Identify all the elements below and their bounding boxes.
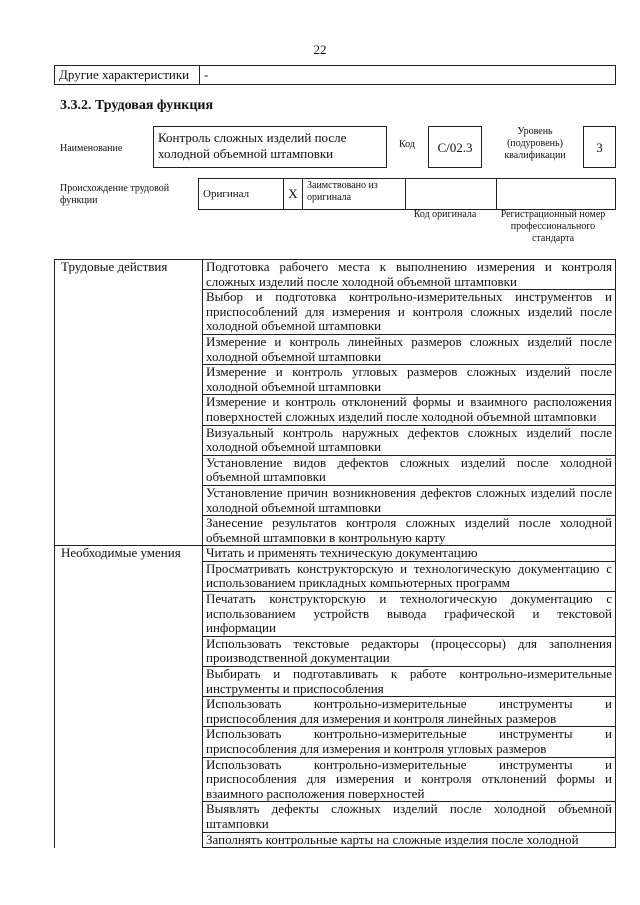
- labor-action-item: Измерение и контроль угловых размеров сложных изделий после холодной объемной штамповки: [203, 365, 616, 395]
- required-skill-label: Необходимые умения: [55, 546, 203, 562]
- required-skill-row: [55, 546, 616, 562]
- borrowed-label: Заимствовано из оригинала: [303, 179, 406, 210]
- function-details-table: [54, 259, 616, 848]
- required-skill-label-cell: [55, 667, 203, 697]
- required-skill-row: [55, 832, 616, 848]
- required-skill-row: [55, 667, 616, 697]
- original-code-cell: [406, 179, 497, 210]
- origin-label: Происхождение трудовой функции: [60, 183, 170, 206]
- required-skill-label-cell: [55, 561, 203, 591]
- labor-action-label-cell: [55, 425, 203, 455]
- labor-action-row: [55, 395, 616, 425]
- required-skill-item: Использовать контрольно-измерительные инструменты и приспособления для измерения и контроля линейных размеров: [203, 697, 616, 727]
- original-mark: X: [284, 179, 303, 210]
- labor-action-label-cell: [55, 365, 203, 395]
- required-skill-row: [55, 636, 616, 666]
- required-skill-label-cell: [55, 592, 203, 637]
- labor-action-row: [55, 334, 616, 364]
- function-name-box: Контроль сложных изделий после холодной объемной штамповки: [153, 126, 387, 168]
- labor-action-item: Визуальный контроль наружных дефектов сложных изделий после холодной объемной штамповки: [203, 425, 616, 455]
- labor-action-row: [55, 485, 616, 515]
- code-original-caption: Код оригинала: [413, 209, 477, 220]
- origin-table: [198, 178, 616, 210]
- required-skill-item: Выбирать и подготавливать к работе контрольно-измерительные инструменты и приспособления: [203, 667, 616, 697]
- required-skill-item: Просматривать конструкторскую и технологическую документацию с использованием прикладных компьютерных программ: [203, 561, 616, 591]
- required-skill-label-cell: [55, 727, 203, 757]
- required-skill-row: [55, 697, 616, 727]
- labor-action-row: [55, 290, 616, 335]
- original-label: Оригинал: [199, 179, 284, 210]
- other-characteristics-label: Другие характеристики: [55, 66, 200, 85]
- required-skill-item: Читать и применять техническую документацию: [203, 546, 616, 562]
- code-box: C/02.3: [428, 126, 482, 168]
- registration-caption: Регистрационный номер профессионального стандарта: [500, 209, 606, 244]
- code-label: Код: [399, 139, 415, 150]
- page-number: 22: [313, 42, 327, 57]
- labor-action-row: [55, 260, 616, 290]
- section-title: 3.3.2. Трудовая функция: [60, 98, 214, 113]
- required-skill-label-cell: [55, 757, 203, 802]
- registration-number-cell: [497, 179, 616, 210]
- required-skill-row: [55, 592, 616, 637]
- labor-action-item: Занесение результатов контроля сложных изделий после холодной объемной штамповки в контрольную карту: [203, 516, 616, 546]
- labor-action-item: Установление видов дефектов сложных изделий после холодной объемной штамповки: [203, 455, 616, 485]
- labor-action-row: [55, 425, 616, 455]
- required-skill-row: [55, 757, 616, 802]
- labor-action-label-cell: [55, 516, 203, 546]
- labor-action-row: [55, 516, 616, 546]
- required-skill-item: Использовать контрольно-измерительные инструменты и приспособления для измерения и контроля угловых размеров: [203, 727, 616, 757]
- required-skill-item: Выявлять дефекты сложных изделий после холодной объемной штамповки: [203, 802, 616, 832]
- required-skill-item: Использовать текстовые редакторы (процессоры) для заполнения производственной документации: [203, 636, 616, 666]
- labor-action-label-cell: [55, 334, 203, 364]
- required-skill-label-cell: [55, 697, 203, 727]
- level-label: Уровень (подуровень) квалификации: [504, 126, 566, 161]
- other-characteristics-table: [54, 65, 616, 85]
- required-skill-row: [55, 802, 616, 832]
- labor-action-label-cell: [55, 485, 203, 515]
- labor-action-row: [55, 455, 616, 485]
- required-skill-item: Заполнять контрольные карты на сложные изделия после холодной: [203, 832, 616, 848]
- level-box: 3: [583, 126, 616, 168]
- labor-action-item: Подготовка рабочего места к выполнению измерения и контроля сложных изделий после холодной объемной штамповки: [203, 260, 616, 290]
- required-skill-row: [55, 561, 616, 591]
- required-skill-item: Печатать конструкторскую и технологическую документацию с использованием устройств вывода графической и текстовой информации: [203, 592, 616, 637]
- labor-action-item: Измерение и контроль отклонений формы и взаимного расположения поверхностей сложных изделий после холодной объемной штамповки: [203, 395, 616, 425]
- other-characteristics-value: -: [200, 66, 616, 85]
- labor-action-row: [55, 365, 616, 395]
- required-skill-label-cell: [55, 636, 203, 666]
- required-skill-label-cell: [55, 832, 203, 848]
- labor-action-label-cell: [55, 290, 203, 335]
- labor-action-item: Измерение и контроль линейных размеров сложных изделий после холодной объемной штамповки: [203, 334, 616, 364]
- required-skill-item: Использовать контрольно-измерительные инструменты и приспособления для измерения и контроля отклонений формы и взаимного расположения поверхностей: [203, 757, 616, 802]
- labor-action-label: Трудовые действия: [55, 260, 203, 290]
- labor-action-item: Выбор и подготовка контрольно-измерительных инструментов и приспособлений для измерения и контроля сложных изделий после холодной объемной штамповки: [203, 290, 616, 335]
- labor-action-label-cell: [55, 455, 203, 485]
- labor-action-label-cell: [55, 395, 203, 425]
- labor-action-item: Установление причин возникновения дефектов сложных изделий после холодной объемной штамповки: [203, 485, 616, 515]
- name-label: Наименование: [60, 143, 123, 154]
- required-skill-row: [55, 727, 616, 757]
- required-skill-label-cell: [55, 802, 203, 832]
